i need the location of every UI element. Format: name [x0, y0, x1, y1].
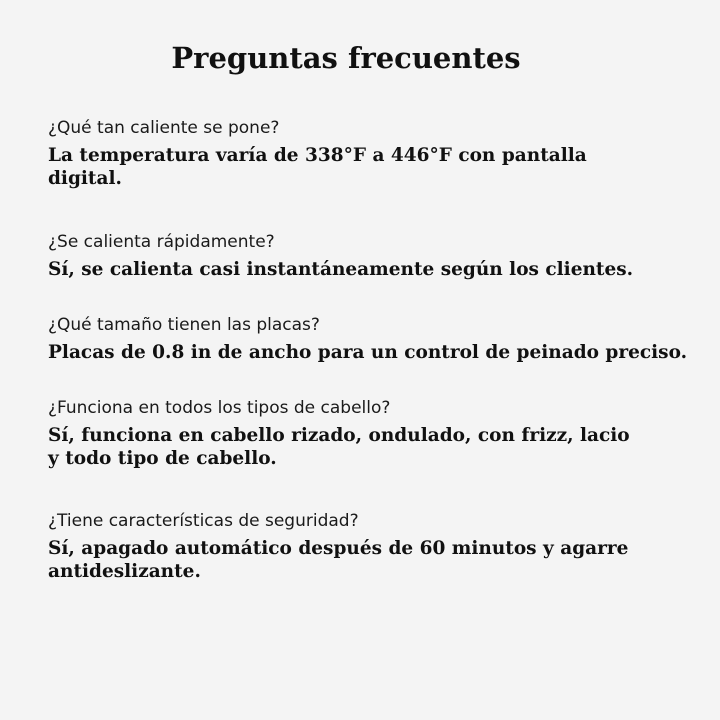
faq-answer [48, 258, 714, 281]
faq-answer [48, 144, 714, 190]
faq-item [48, 116, 714, 190]
page-title: Preguntas frecuentes [171, 41, 521, 75]
faq-item [48, 509, 714, 583]
faq-answer-line: Placas de 0.8 in de ancho para un control de peinado preciso. [48, 342, 688, 363]
faq-answer-line: digital. [48, 168, 122, 189]
faq-item [48, 313, 714, 364]
faq-answer [48, 537, 714, 583]
faq-answer [48, 341, 714, 364]
faq-question: ¿Qué tamaño tienen las placas? [48, 315, 320, 335]
faq-question: ¿Funciona en todos los tipos de cabello? [48, 398, 391, 418]
faq-question: ¿Se calienta rápidamente? [48, 232, 275, 252]
faq-answer-line: Sí, funciona en cabello rizado, ondulado, con frizz, lacio [48, 425, 630, 446]
faq-answer-line: Sí, se calienta casi instantáneamente según los clientes. [48, 259, 634, 280]
faq-answer-line: Sí, apagado automático después de 60 minutos y agarre [48, 538, 629, 559]
faq-answer-line: La temperatura varía de 338°F a 446°F con pantalla [48, 145, 587, 166]
faq-question: ¿Tiene características de seguridad? [48, 511, 359, 531]
faq-item [48, 396, 714, 470]
faq-answer-line: antideslizante. [48, 561, 201, 582]
faq-question: ¿Qué tan caliente se pone? [48, 118, 280, 138]
faq-item [48, 230, 714, 281]
faq-answer [48, 424, 714, 470]
faq-answer-line: y todo tipo de cabello. [48, 448, 277, 469]
